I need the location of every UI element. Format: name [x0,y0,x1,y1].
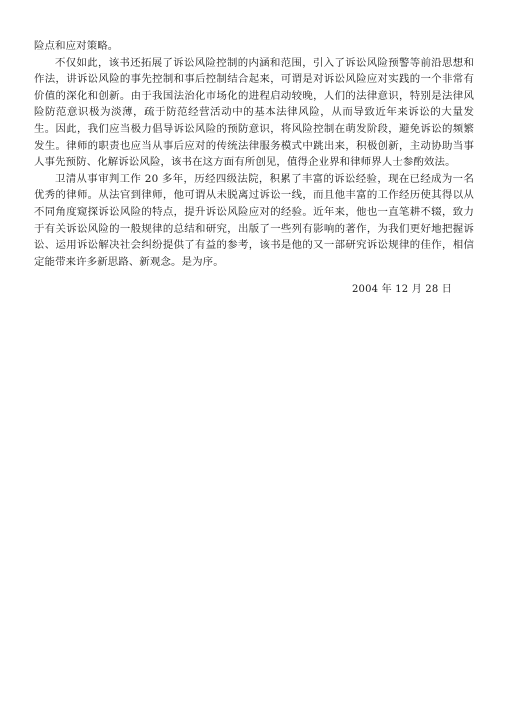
paragraph-risk-control: 不仅如此，该书还拓展了诉讼风险控制的内涵和范围，引入了诉讼风险预警等前沿思想和作法，讲诉讼风险的事先控制和事后控制结合起来，可谓是对诉讼风险应对实践的一个非常有价值的深化和创新。由于我国法治化市场化的进程启动较晚，人们的法律意识，特别是法律风险防范意识极为淡薄，疏于防范经营活动中的基本法律风险，从而导致近年来诉讼的大量发生。因此，我们应当极力倡导诉讼风险的预防意识，将风险控制在萌发阶段，避免诉讼的频繁发生。律师的职责也应当从事后应对的传统法律服务模式中跳出来，积极创新，主动协助当事人事先预防、化解诉讼风险，该书在这方面有所创见，值得企业界和律师界人士参酌效法。 [34,56,474,169]
document-page [34,38,474,305]
paragraph-author-intro: 卫清从事审判工作 20 多年，历经四级法院，积累了丰富的诉讼经验，现在已经成为一名优秀的律师。从法官到律师，他可谓从未脱离过诉讼一线，而且他丰富的工作经历使其得以从不同角度窥探诉讼风险的特点，提升诉讼风险应对的经验。近年来，他也一直笔耕不辍，致力于有关诉讼风险的一般规律的总结和研究，出版了一些列有影响的著作，为我们更好地把握诉讼、运用诉讼解决社会纠纷提供了有益的参考，该书是他的又一部研究诉讼规律的佳作，相信定能带来许多新思路、新观念。是为序。 [34,172,474,268]
signature-date: 2004 年 12 月 28 日 [352,284,452,296]
continued-paragraph: 险点和应对策略。 [34,40,119,52]
